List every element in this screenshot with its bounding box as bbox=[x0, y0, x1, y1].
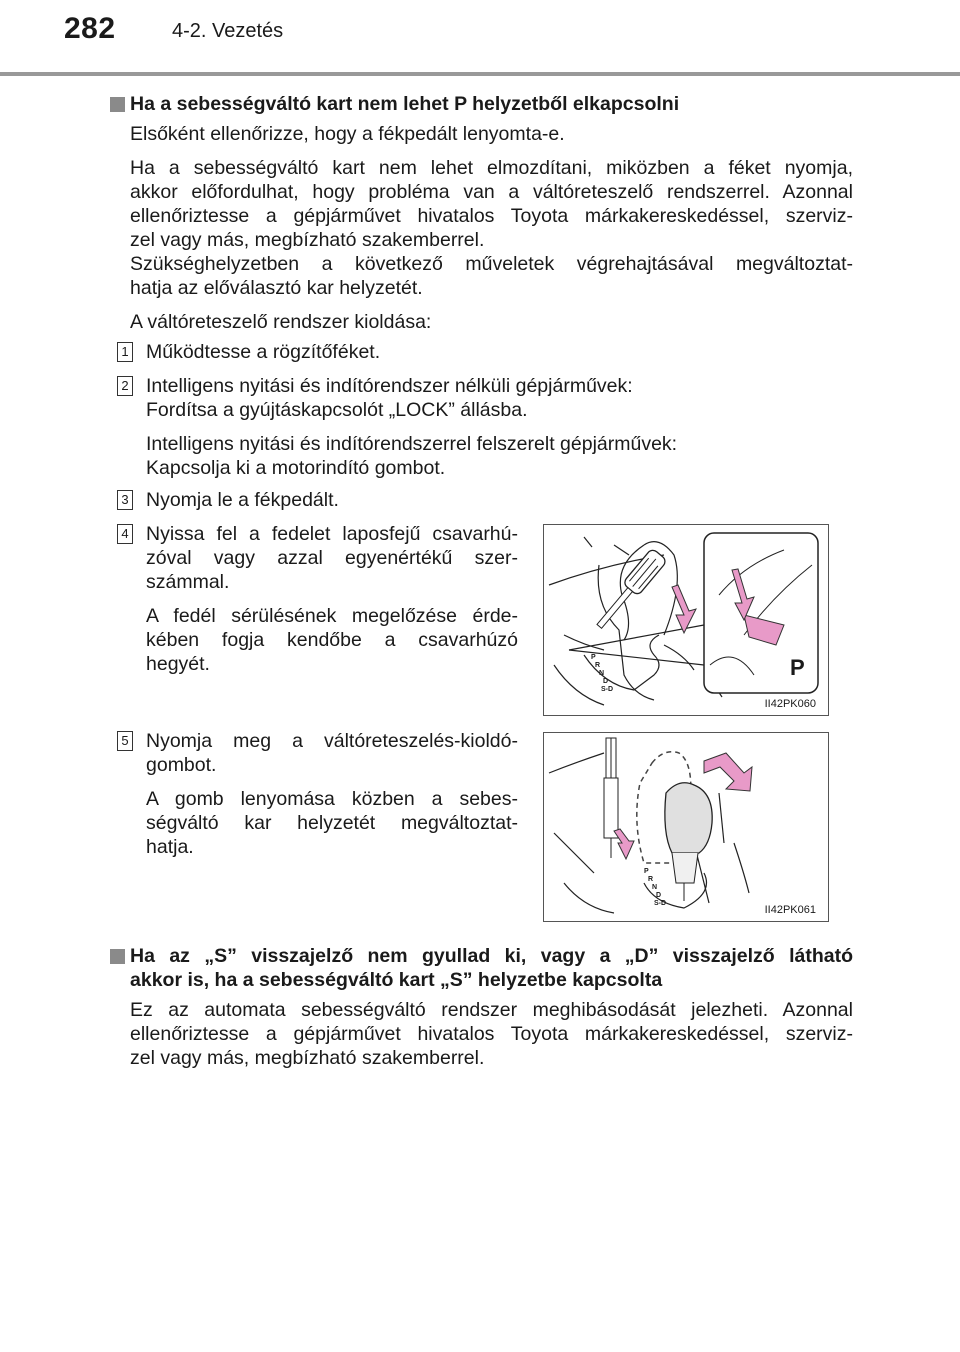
step-text: számmal. bbox=[146, 571, 230, 593]
step-number: 1 bbox=[117, 342, 133, 362]
paragraph-line: ellenőriztesse a gépjárművet hivatalos Toyota márkakereskedéssel, szerviz- bbox=[130, 205, 853, 227]
step-text: Nyissa fel a fedelet laposfejű csavarhú- bbox=[146, 523, 518, 545]
step-text: ségváltó kar helyzetét megváltoztat- bbox=[146, 812, 518, 834]
paragraph-line: Szükséghelyzetben a következő műveletek végrehajtásával megváltoztat- bbox=[130, 253, 853, 275]
step-text: Nyomja le a fékpedált. bbox=[146, 489, 339, 511]
paragraph-line: zel vagy más, megbízható szakemberrel. bbox=[130, 1047, 485, 1069]
section-bullet bbox=[110, 97, 125, 112]
step-text: zóval vagy azzal egyenértékű szer- bbox=[146, 547, 518, 569]
shift-release-illustration bbox=[544, 733, 828, 921]
page-number: 282 bbox=[64, 12, 116, 45]
figure-screwdriver-cover bbox=[543, 524, 829, 716]
paragraph-line: ellenőriztesse a gépjárművet hivatalos Toyota márkakereskedéssel, szerviz- bbox=[130, 1023, 853, 1045]
gate-label: N bbox=[652, 884, 658, 891]
paragraph-line: zel vagy más, megbízható szakemberrel. bbox=[130, 229, 485, 251]
section-title: 4-2. Vezetés bbox=[172, 20, 284, 42]
step-text: hegyét. bbox=[146, 653, 210, 675]
paragraph-line: Ha a sebességváltó kart nem lehet elmozdítani, miközben a féket nyomja, bbox=[130, 157, 853, 179]
step-text: Kapcsolja ki a motorindító gombot. bbox=[146, 457, 446, 479]
paragraph-line: Elsőként ellenőrizze, hogy a fékpedált lenyomta-e. bbox=[130, 123, 565, 145]
shift-lever-illustration bbox=[544, 525, 828, 715]
step-number: 3 bbox=[117, 490, 133, 510]
step-text: A gomb lenyomása közben a sebes- bbox=[146, 788, 518, 810]
step-number: 5 bbox=[117, 731, 133, 751]
gate-label: R bbox=[648, 876, 654, 883]
section-heading: Ha az „S” visszajelző nem gyullad ki, vagy a „D” visszajelző látható bbox=[130, 945, 853, 967]
step-number: 4 bbox=[117, 524, 133, 544]
step-text: kében fogja kendőbe a csavarhúzó bbox=[146, 629, 518, 651]
paragraph-line: A váltóreteszelő rendszer kioldása: bbox=[130, 311, 432, 333]
step-text: hatja. bbox=[146, 836, 194, 858]
figure-id: II42PK061 bbox=[764, 904, 816, 916]
step-number: 2 bbox=[117, 376, 133, 396]
gate-label: P bbox=[644, 868, 649, 875]
gate-label: D bbox=[656, 892, 662, 899]
step-text: A fedél sérülésének megelőzése érde- bbox=[146, 605, 518, 627]
gate-label: S-D bbox=[601, 686, 614, 693]
step-text: Intelligens nyitási és indítórendszerrel felszerelt gépjárművek: bbox=[146, 433, 678, 455]
gate-label: S-D bbox=[654, 900, 667, 907]
section-heading: akkor is, ha a sebességváltó kart „S” helyzetbe kapcsolta bbox=[130, 969, 663, 991]
gate-label: D bbox=[603, 678, 609, 685]
section-heading: Ha a sebességváltó kart nem lehet P helyzetből elkapcsolni bbox=[130, 93, 680, 115]
step-text: gombot. bbox=[146, 754, 217, 776]
paragraph-line: Ez az automata sebességváltó rendszer meghibásodását jelezheti. Azonnal bbox=[130, 999, 853, 1021]
paragraph-line: hatja az előválasztó kar helyzetét. bbox=[130, 277, 423, 299]
step-text: Nyomja meg a váltóreteszelés-kioldó- bbox=[146, 730, 518, 752]
step-text: Intelligens nyitási és indítórendszer nélküli gépjárművek: bbox=[146, 375, 633, 397]
paragraph-line: akkor előfordulhat, hogy probléma van a váltóreteszelő rendszerrel. Azonnal bbox=[130, 181, 853, 203]
step-text: Működtesse a rögzítőféket. bbox=[146, 341, 381, 363]
section-bullet bbox=[110, 949, 125, 964]
gate-label: P bbox=[591, 654, 596, 661]
header-divider bbox=[0, 72, 960, 76]
figure-release-button bbox=[543, 732, 829, 922]
figure-id: II42PK060 bbox=[764, 698, 816, 710]
park-indicator-letter: P bbox=[790, 655, 805, 680]
step-text: Fordítsa a gyújtáskapcsolót „LOCK” állásba. bbox=[146, 399, 528, 421]
gate-label: R bbox=[595, 662, 601, 669]
gate-label: N bbox=[599, 670, 605, 677]
